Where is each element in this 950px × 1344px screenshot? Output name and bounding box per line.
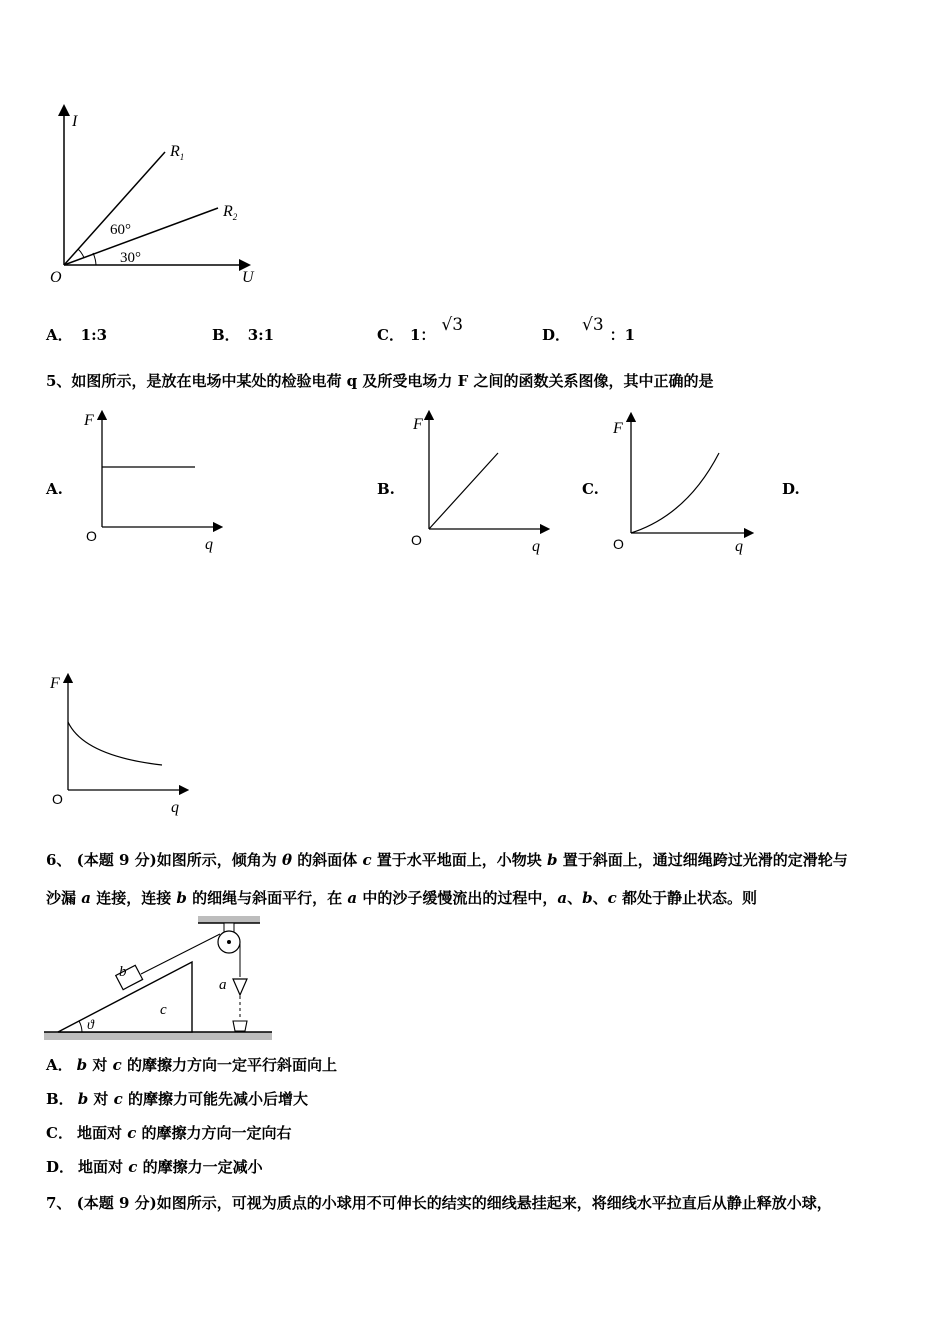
q5-option-c-label[interactable]: C. — [582, 480, 599, 498]
q5-graph-b[interactable] — [405, 405, 565, 555]
linear-curve — [429, 453, 498, 529]
o-label: O — [52, 791, 63, 807]
q5-stem: 5、如图所示，是放在电场中某处的检验电荷 q 及所受电场力 F 之间的函数关系图像，其中正确的是 — [46, 372, 714, 390]
r2-label: $R_2$ — [223, 203, 238, 222]
q-label: q — [735, 538, 743, 555]
q-label: q — [171, 799, 179, 816]
o-label: O — [613, 536, 624, 552]
q6-option-d[interactable]: D． 地面对 c 的摩擦力一定减小 — [46, 1158, 263, 1176]
q5-graph-d[interactable] — [44, 668, 204, 818]
angle-arc-60 — [78, 249, 84, 258]
q6-stem-line1: 6、 (本题 9 分)如图所示，倾角为 θ 的斜面体 c 置于水平地面上，小物块 b 置于斜面上，通过细绳跨过光滑的定滑轮与 — [46, 851, 848, 869]
label-c: c — [160, 1002, 167, 1018]
o-label: O — [411, 532, 422, 548]
label-a: a — [219, 977, 227, 993]
q-label: q — [532, 538, 540, 555]
q6-option-b[interactable]: B． b 对 c 的摩擦力可能先减小后增大 — [46, 1090, 309, 1108]
q5-option-a-label[interactable]: A. — [46, 480, 63, 498]
pulley-axle — [227, 940, 231, 944]
incline-pulley-figure — [40, 912, 280, 1047]
ground — [44, 1032, 272, 1040]
q4-option-a[interactable]: A． 1:3 — [46, 326, 108, 344]
r2-line — [64, 208, 218, 265]
r1-label: $R_1$ — [170, 143, 185, 162]
f-label: F — [50, 675, 60, 692]
q6-option-a[interactable]: A． b 对 c 的摩擦力方向一定平行斜面向上 — [46, 1056, 337, 1074]
sand-cup — [233, 1021, 247, 1031]
convex-curve — [631, 453, 719, 533]
f-label: F — [84, 412, 94, 429]
q6-stem-line2: 沙漏 a 连接，连接 b 的细绳与斜面平行，在 a 中的沙子缓慢流出的过程中，a、b、c 都处于静止状态。则 — [46, 889, 757, 907]
q5-option-d-label[interactable]: D. — [782, 480, 800, 498]
q5-option-b-label[interactable]: B. — [377, 480, 395, 498]
sqrt3-c: √3 — [441, 315, 464, 335]
origin-label: O — [50, 269, 62, 286]
o-label: O — [86, 528, 97, 544]
angle-30-label: 30° — [120, 250, 141, 266]
q5-graph-c[interactable] — [607, 405, 767, 555]
f-label: F — [413, 416, 423, 433]
q5-graph-a[interactable] — [78, 405, 238, 555]
q4-option-d[interactable]: D． √3 ：1 — [542, 315, 636, 344]
hourglass-a — [233, 979, 247, 995]
q4-option-b[interactable]: B． 3:1 — [212, 326, 275, 344]
label-b: b — [119, 964, 127, 980]
u-axis-label: U — [242, 269, 254, 286]
q-label: q — [205, 536, 213, 553]
q4-option-c[interactable]: C． 1： √3 — [377, 315, 464, 344]
q7-stem: 7、 (本题 9 分)如图所示，可视为质点的小球用不可伸长的结实的细线悬挂起来，将细线水平拉直后从静止释放小球， — [46, 1194, 832, 1212]
angle-arc-30 — [93, 253, 96, 265]
r1-line — [64, 152, 165, 265]
i-axis-label: I — [72, 113, 78, 130]
decreasing-curve — [68, 722, 162, 765]
q6-option-c[interactable]: C． 地面对 c 的摩擦力方向一定向右 — [46, 1124, 292, 1142]
iu-graph-figure — [40, 100, 280, 290]
angle-60-label: 60° — [110, 222, 131, 238]
sqrt3-d: √3 — [582, 315, 604, 335]
label-theta: ϑ — [87, 1018, 94, 1033]
ceiling — [198, 916, 260, 923]
f-label: F — [613, 420, 623, 437]
